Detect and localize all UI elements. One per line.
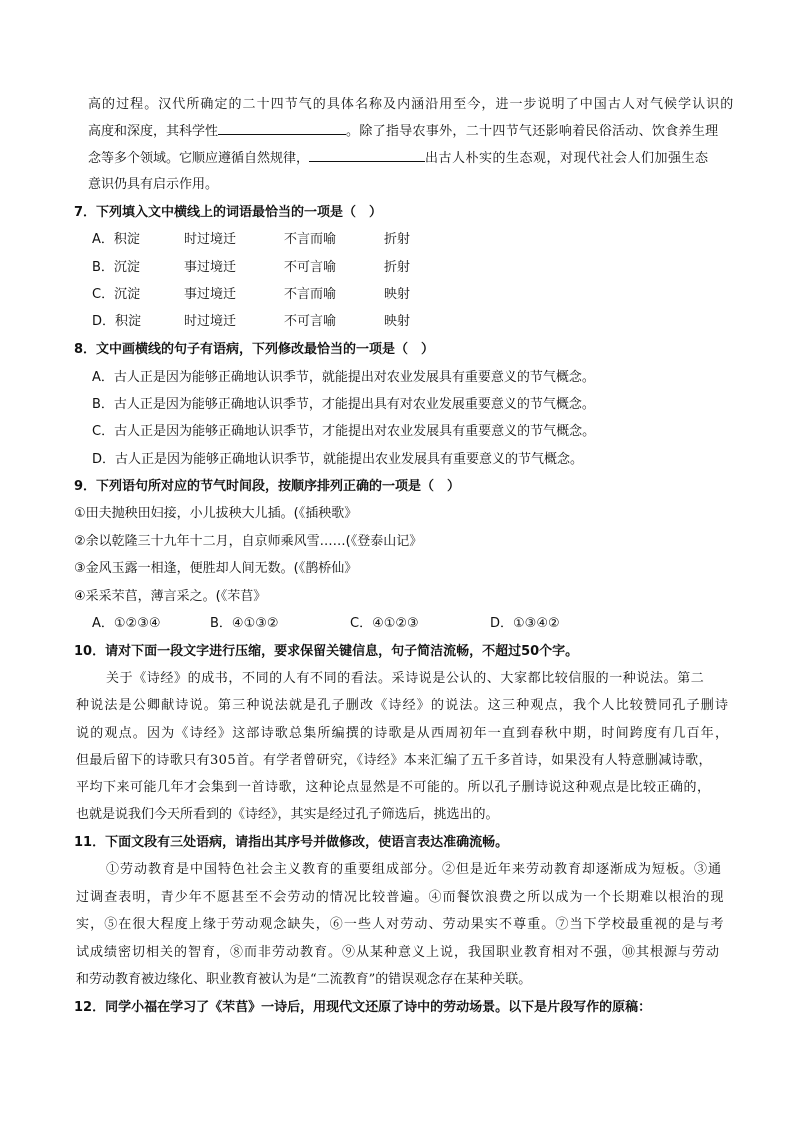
q9-item-1: ①田夫抛秧田妇接，小儿拔秧大儿插。(《插秧歌》 <box>74 506 358 521</box>
q8-stem: 8．文中画横线的句子有语病，下列修改最恰当的一项是（ ） <box>74 342 435 357</box>
q11-line-1: ①劳动教育是中国特色社会主义教育的重要组成部分。②但是近年来劳动教育却逐渐成为短板。③通 <box>106 862 723 877</box>
fill-blank-2 <box>309 149 425 162</box>
q9-stem: 9．下列语句所对应的节气时间段，按顺序排列正确的一项是（ ） <box>74 479 461 494</box>
q7-option-d: D．积淀 时过境迁 不可言喻 映射 <box>92 314 411 329</box>
q8-option-c: C．古人正是因为能够正确地认识季节，才能提出对农业发展具有重要意义的节气概念。 <box>92 424 596 439</box>
q9-choice-d: D．①③④② <box>490 616 560 631</box>
q8-option-d: D．古人正是因为能够正确地认识季节，就能提出农业发展具有重要意义的节气概念。 <box>92 452 584 467</box>
q10-line-3: 说的观点。因为《诗经》这部诗歌总集所编撰的诗歌是从西周初年一直到春秋中期，时间跨度有几百年， <box>76 726 730 741</box>
q7-stem: 7．下列填入文中横线上的词语最恰当的一项是（ ） <box>74 205 383 220</box>
q11-stem: 11．下面文段有三处语病，请指出其序号并做修改，使语言表达准确流畅。 <box>74 835 509 850</box>
q10-line-6: 也就是说我们今天所看到的《诗经》，其实是经过孔子筛选后，挑选出的。 <box>76 807 499 822</box>
passage-line-2-a: 高度和深度，其科学性 <box>88 124 219 139</box>
q11-line-2: 过调查表明，青少年不愿甚至不会劳动的情况比较普遍。④而餐饮浪费之所以成为一个长期难以根治的现 <box>76 890 725 905</box>
q7-option-b: B．沉淀 事过境迁 不可言喻 折射 <box>92 260 411 275</box>
passage-line-3 <box>88 149 709 168</box>
q9-choice-a: A．①②③④ <box>92 616 161 631</box>
q11-line-5: 和劳动教育被边缘化、职业教育被认为是“二流教育”的错误观念存在某种关联。 <box>76 972 532 987</box>
q7-option-c: C．沉淀 事过境迁 不言而喻 映射 <box>92 287 411 302</box>
passage-line-2-b: 。除了指导农事外，二十四节气还影响着民俗活动、饮食养生理 <box>346 124 719 139</box>
fill-blank-1 <box>218 122 346 135</box>
q9-item-4: ④采采芣苢，薄言采之。(《芣苢》 <box>74 589 267 604</box>
q8-option-a: A．古人正是因为能够正确地认识季节，就能提出对农业发展具有重要意义的节气概念。 <box>92 370 595 385</box>
q9-choice-c: C．④①②③ <box>350 616 419 631</box>
passage-line-2 <box>88 122 718 141</box>
q10-stem: 10．请对下面一段文字进行压缩，要求保留关键信息，句子简洁流畅，不超过50个字。 <box>74 644 579 659</box>
q11-line-3: 实，⑤在很大程度上缘于劳动观念缺失，⑥一些人对劳动、劳动果实不尊重。⑦当下学校最重视的是与考 <box>76 917 725 932</box>
q9-item-3: ③金风玉露一相逢，便胜却人间无数。(《鹊桥仙》 <box>74 561 358 576</box>
q12-stem: 12．同学小福在学习了《芣苢》一诗后，用现代文还原了诗中的劳动场景。以下是片段写作的原稿： <box>74 1000 652 1015</box>
passage-line-4: 意识仍具有启示作用。 <box>88 177 219 192</box>
q8-option-b: B．古人正是因为能够正确地认识季节，才能提出具有对农业发展重要意义的节气概念。 <box>92 397 595 412</box>
q10-line-1: 关于《诗经》的成书，不同的人有不同的看法。采诗说是公认的、大家都比较信服的一种说法。第二 <box>106 671 705 686</box>
passage-line-3-a: 念等多个领域。它顺应遵循自然规律， <box>88 151 310 166</box>
q9-choice-b: B．④①③② <box>210 616 279 631</box>
q9-item-2: ②余以乾隆三十九年十二月，自京师乘风雪……(《登泰山记》 <box>74 534 423 549</box>
q10-line-5: 平均下来可能几年才会集到一首诗歌，这种论点显然是不可能的。所以孔子删诗说这种观点是比较正确的， <box>76 780 711 795</box>
passage-line-1: 高的过程。汉代所确定的二十四节气的具体名称及内涵沿用至今，进一步说明了中国古人对气候学认识的 <box>88 97 735 112</box>
passage-line-3-b: 出古人朴实的生态观，对现代社会人们加强生态 <box>425 151 709 166</box>
q10-line-4: 但最后留下的诗歌只有305首。有学者曾研究，《诗经》本来汇编了五千多首诗，如果没有人特意删减诗歌， <box>76 753 712 768</box>
q9-choices <box>92 615 560 633</box>
q7-option-a: A．积淀 时过境迁 不言而喻 折射 <box>92 232 411 247</box>
q10-line-2: 种说法是公卿献诗说。第三种说法就是孔子删改《诗经》的说法。这三种观点，我个人比较赞同孔子删诗 <box>76 698 730 713</box>
q11-line-4: 试成绩密切相关的智育，⑧而非劳动教育。⑨从某种意义上说，我国职业教育相对不强，⑩其根源与劳动 <box>76 945 721 960</box>
